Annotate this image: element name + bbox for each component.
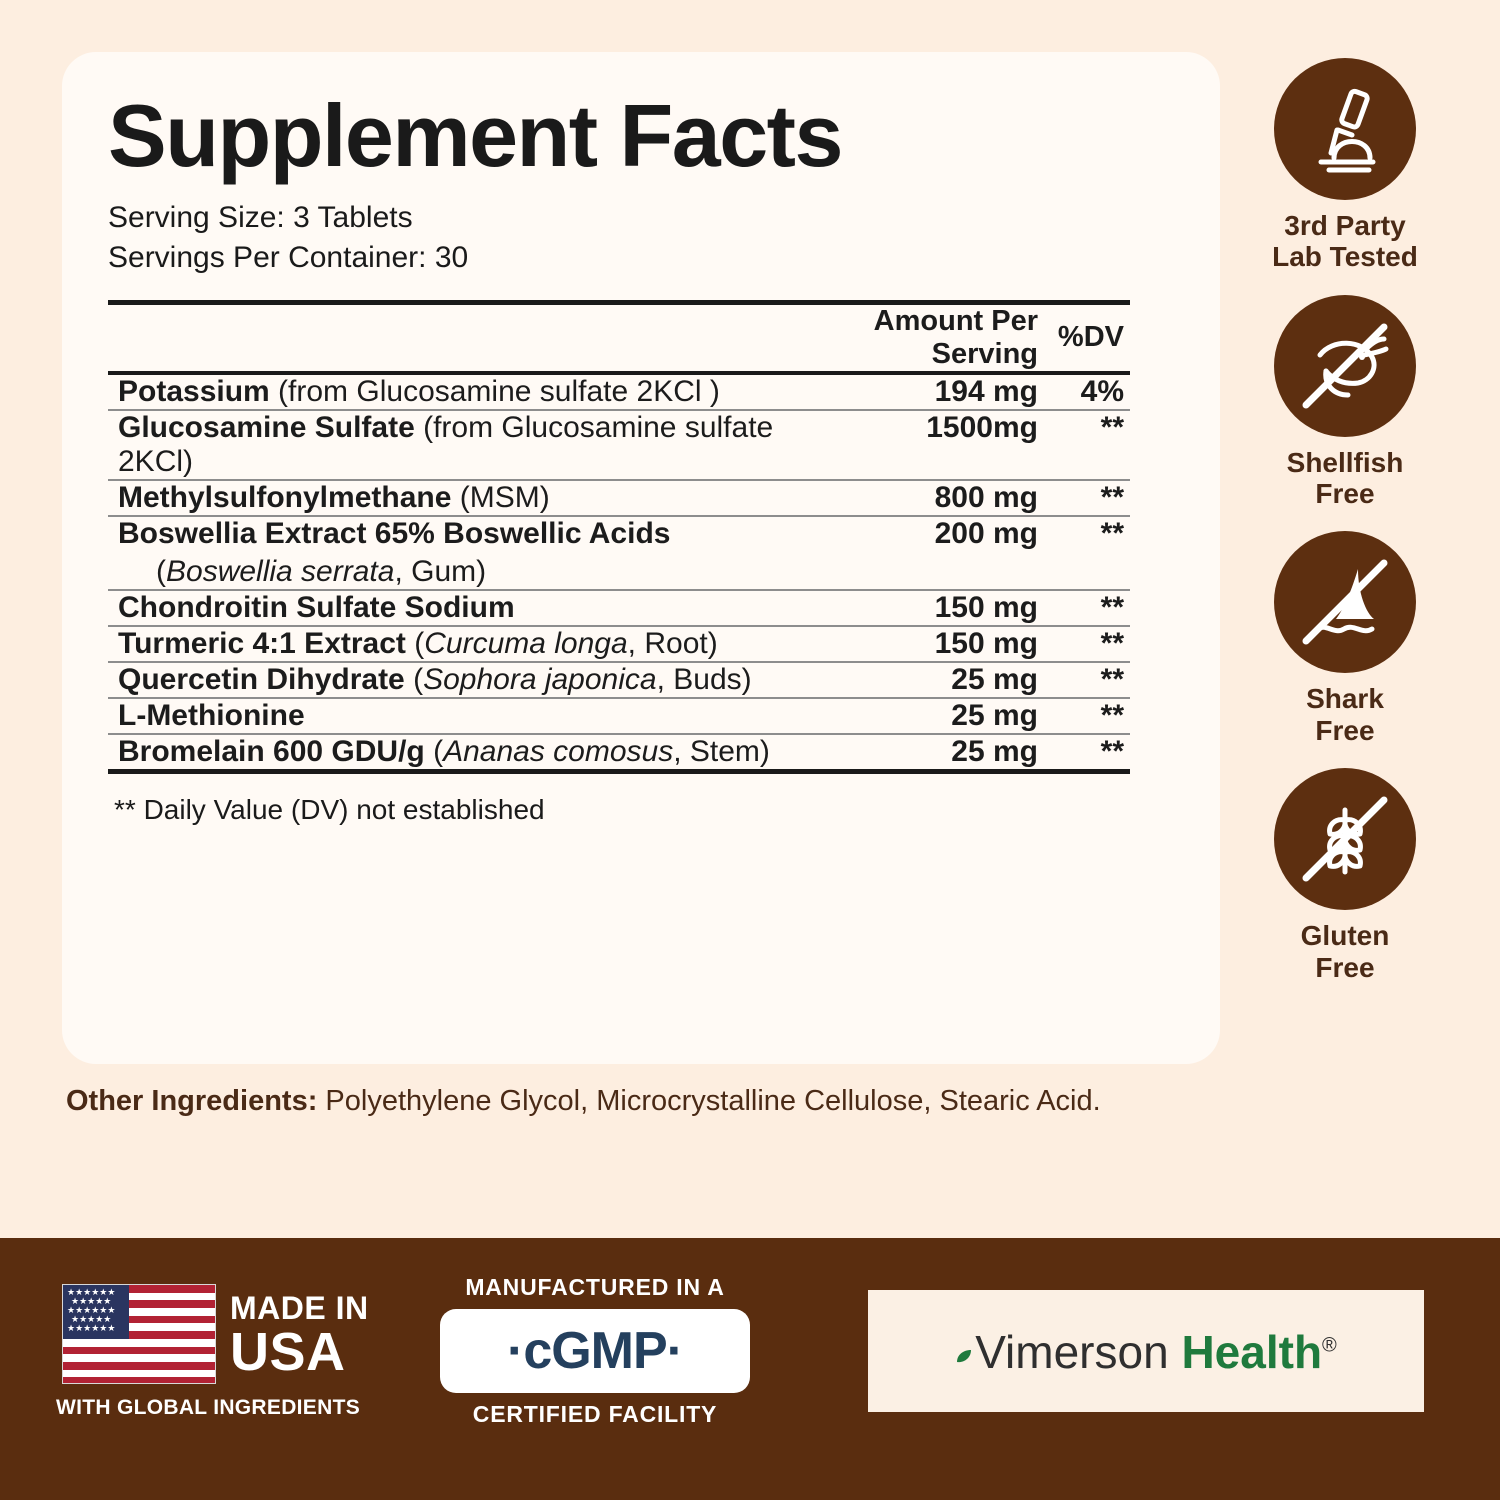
- microscope-icon: [1274, 58, 1416, 200]
- nutrient-name-bold: Boswellia Extract 65% Boswellic Acids: [118, 516, 671, 550]
- table-row: [108, 373, 1130, 410]
- table-row: [108, 516, 1130, 590]
- name-prefix: (: [424, 734, 444, 768]
- table-row: [108, 410, 1130, 480]
- badge-label: [1220, 447, 1470, 510]
- nutrient-name-rest: , Buds): [656, 662, 752, 696]
- nutrient-name-bold: Chondroitin Sulfate Sodium: [118, 590, 515, 624]
- table-bottom-rule: [108, 769, 1130, 774]
- nutrient-name-subline: [118, 555, 848, 589]
- badge-label-line2: Free: [1315, 714, 1375, 746]
- nutrient-name-bold: Turmeric 4:1 Extract: [118, 626, 406, 660]
- header-spacer: [108, 302, 848, 373]
- nutrient-name-rest: (MSM): [451, 480, 550, 514]
- nutrient-name-rest: , Root): [627, 626, 718, 660]
- nutrient-amount: 200 mg: [848, 516, 1038, 590]
- page-title: Supplement Facts: [108, 86, 842, 185]
- name-prefix: (: [405, 626, 425, 660]
- made-in-usa-block: [62, 1284, 369, 1384]
- cgmp-bottom-text: CERTIFIED FACILITY: [472, 1401, 718, 1427]
- nutrient-name-rest: (from Glucosamine sulfate 2KCl): [118, 410, 774, 478]
- nutrient-dv: **: [1038, 516, 1130, 590]
- nutrient-dv: **: [1038, 480, 1130, 516]
- badge-lab-tested: [1220, 58, 1470, 273]
- badge-label-line2: Lab Tested: [1272, 241, 1418, 273]
- subline-rest: , Gum): [394, 554, 487, 588]
- other-ingredients-label: Other Ingredients:: [66, 1085, 318, 1117]
- botanical-name: Ananas comosus: [443, 734, 674, 768]
- nutrient-name: [108, 698, 848, 734]
- badge-label: [1220, 210, 1470, 273]
- column-header-dv: %DV: [1038, 302, 1130, 373]
- nutrient-name: [108, 410, 848, 480]
- serving-size: Serving Size: 3 Tablets: [108, 201, 413, 235]
- nutrient-amount: 25 mg: [951, 734, 1038, 768]
- nutrient-amount: 25 mg: [848, 662, 1038, 698]
- badge-label: [1220, 920, 1470, 983]
- botanical-name: Boswellia serrata: [166, 554, 395, 588]
- nutrient-dv: **: [1038, 410, 1130, 480]
- badge-label-line1: Shellfish: [1286, 446, 1404, 478]
- table-row: [108, 590, 1130, 626]
- made-in-usa-subtext: WITH GLOBAL INGREDIENTS: [56, 1396, 361, 1419]
- made-in-line2: USA: [230, 1321, 346, 1382]
- badge-label-line2: Free: [1315, 951, 1375, 983]
- badge-shellfish-free: [1220, 295, 1470, 510]
- brand-logo: [868, 1290, 1424, 1412]
- subline-prefix: (: [156, 554, 166, 588]
- registered-mark: ®: [1322, 1334, 1337, 1357]
- wheat-icon: [1274, 768, 1416, 910]
- nutrient-dv: 4%: [1038, 373, 1130, 410]
- nutrient-name: [108, 373, 848, 410]
- cgmp-block: [440, 1274, 750, 1428]
- nutrient-name-bold: Glucosamine Sulfate: [118, 410, 415, 444]
- nutrient-amount: 150 mg: [848, 590, 1038, 626]
- badge-label: [1220, 683, 1470, 746]
- brand-logo-text: [955, 1323, 1337, 1379]
- shrimp-icon: [1274, 295, 1416, 437]
- nutrient-name: [108, 516, 848, 590]
- nutrient-amount: 194 mg: [848, 373, 1038, 410]
- badge-shark-free: [1220, 531, 1470, 746]
- cgmp-top-text: MANUFACTURED IN A: [465, 1274, 725, 1300]
- nutrient-amount: 25 mg: [848, 698, 1038, 734]
- badge-label-line1: 3rd Party: [1284, 210, 1406, 241]
- brand-second: Health: [1181, 1326, 1323, 1378]
- shark-fin-icon: [1274, 531, 1416, 673]
- supplement-facts-table: [108, 300, 1130, 769]
- us-flag-icon: ★★★★★★ ★★★★★ ★★★★★★ ★★★★★ ★★★★★★: [62, 1284, 216, 1384]
- nutrient-name: [108, 626, 848, 662]
- nutrient-name: [108, 590, 848, 626]
- certification-badges: [1220, 58, 1470, 1005]
- name-prefix: (: [404, 662, 424, 696]
- other-ingredients-value: Polyethylene Glycol, Microcrystalline Cellulose, Stearic Acid.: [317, 1085, 1101, 1117]
- other-ingredients: [66, 1085, 1266, 1118]
- cgmp-badge: ·cGMP·: [440, 1309, 750, 1393]
- nutrient-dv: **: [1038, 662, 1130, 698]
- nutrient-name-bold: L-Methionine: [118, 698, 305, 732]
- table-row: [108, 480, 1130, 516]
- made-in-usa-text: [230, 1289, 369, 1382]
- nutrient-name-rest: (from Glucosamine sulfate 2KCl ): [269, 374, 720, 408]
- brand-first: Vimerson: [975, 1326, 1182, 1378]
- nutrient-dv: **: [1038, 626, 1130, 662]
- badge-label-line1: Shark: [1306, 683, 1384, 715]
- nutrient-name: [108, 480, 848, 516]
- badge-label-line2: Free: [1315, 478, 1375, 510]
- table-row: [108, 698, 1130, 734]
- nutrient-amount: 800 mg: [848, 480, 1038, 516]
- nutrient-name-rest: , Stem): [673, 734, 770, 768]
- nutrient-amount: 1500mg: [848, 410, 1038, 480]
- table-row: [108, 626, 1130, 662]
- nutrient-name-bold: Methylsulfonylmethane: [118, 480, 452, 514]
- leaf-icon: [955, 1323, 973, 1341]
- badge-label-line1: Gluten: [1300, 920, 1390, 952]
- nutrient-dv: **: [1038, 590, 1130, 626]
- table-row: [108, 662, 1130, 698]
- nutrient-amount: 150 mg: [848, 626, 1038, 662]
- table-header-row: [108, 302, 1130, 373]
- nutrient-name: [108, 734, 848, 769]
- nutrient-name-bold: Bromelain 600 GDU/g: [118, 734, 425, 768]
- daily-value-footnote: ** Daily Value (DV) not established: [114, 793, 545, 825]
- made-in-line1: MADE IN: [230, 1289, 369, 1326]
- nutrient-name-bold: Potassium: [118, 374, 270, 408]
- nutrient-dv: **: [1038, 698, 1130, 734]
- botanical-name: Curcuma longa: [424, 626, 628, 660]
- table-row: [108, 734, 1130, 769]
- nutrient-name: [108, 662, 848, 698]
- column-header-amount: Amount Per Serving: [848, 302, 1038, 373]
- nutrient-dv: **: [1100, 734, 1124, 768]
- nutrient-name-bold: Quercetin Dihydrate: [118, 662, 405, 696]
- badge-gluten-free: [1220, 768, 1470, 983]
- servings-per-container: Servings Per Container: 30: [108, 240, 469, 274]
- footer-bar: [0, 1238, 1500, 1500]
- supplement-facts-panel: [62, 52, 1220, 1064]
- botanical-name: Sophora japonica: [423, 662, 657, 696]
